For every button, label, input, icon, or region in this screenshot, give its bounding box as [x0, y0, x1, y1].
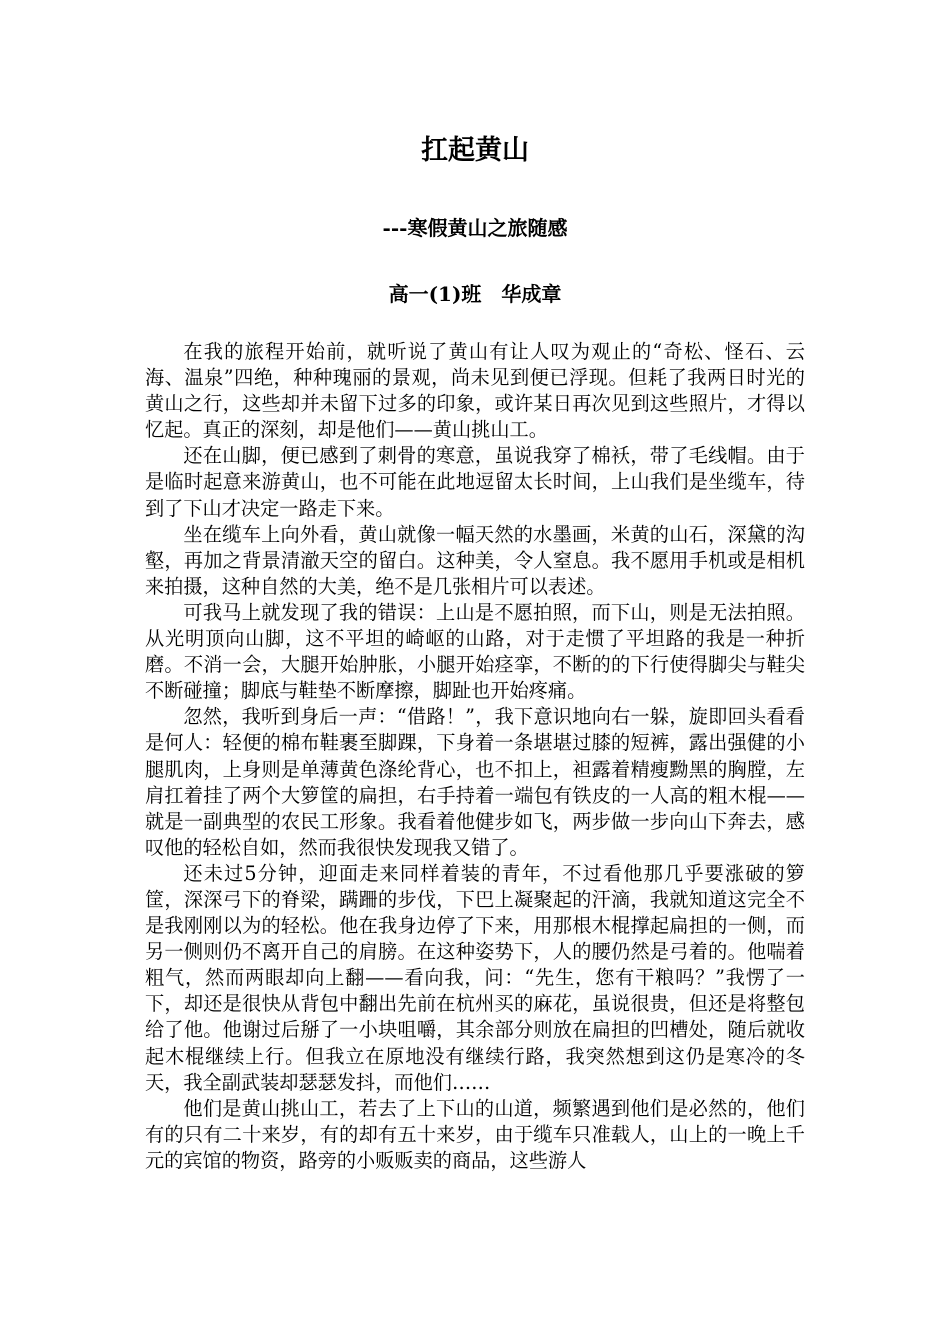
paragraph: 还在山脚，便已感到了刺骨的寒意，虽说我穿了棉袄，带了毛线帽。由于是临时起意来游黄山，也不可能在此地逗留太长时间，上山我们是坐缆车，待到了下山才决定一路走下来。 [145, 444, 805, 520]
paragraph: 忽然，我听到身后一声：“借路！”，我下意识地向右一躲，旋即回头看看是何人：轻便的棉布鞋裹至脚踝，下身着一条堪堪过膝的短裤，露出强健的小腿肌肉，上身则是单薄黄色涤纶背心，也不扣上，袒露着精瘦黝黑的胸膛，左肩扛着挂了两个大箩筐的扁担，右手持着一端包有铁皮的一人高的粗木棍——就是一副典型的农民工形象。我看着他健步如飞，两步做一步向山下奔去，感叹他的轻松自如，然而我很快发现我又错了。 [145, 705, 805, 859]
page-subtitle: ---寒假黄山之旅随感 [382, 216, 568, 240]
article-body [145, 339, 805, 1174]
page-title: 扛起黄山 [421, 135, 529, 166]
paragraph: 坐在缆车上向外看，黄山就像一幅天然的水墨画，米黄的山石，深黛的沟壑，再加之背景清澈天空的留白。这种美，令人窒息。我不愿用手机或是相机来拍摄，这种自然的大美，绝不是几张相片可以表述。 [145, 522, 805, 598]
author-byline: 高一(1)班 华成章 [388, 282, 562, 306]
paragraph: 在我的旅程开始前，就听说了黄山有让人叹为观止的“奇松、怪石、云海、温泉”四绝，种种瑰丽的景观，尚未见到便已浮现。但耗了我两日时光的黄山之行，这些却并未留下过多的印象，或许某日再次见到这些照片，才得以忆起。真正的深刻，却是他们——黄山挑山工。 [145, 340, 805, 442]
paragraph: 可我马上就发现了我的错误：上山是不愿拍照，而下山，则是无法拍照。从光明顶向山脚，这不平坦的崎岖的山路，对于走惯了平坦路的我是一种折磨。不消一会，大腿开始肿胀，小腿开始痉挛，不断的的下行使得脚尖与鞋尖不断碰撞；脚底与鞋垫不断摩擦，脚趾也开始疼痛。 [145, 600, 805, 703]
paragraph: 他们是黄山挑山工，若去了上下山的山道，频繁遇到他们是必然的，他们有的只有二十来岁，有的却有五十来岁，由于缆车只准载人，山上的一晚上千元的宾馆的物资，路旁的小贩贩卖的商品，这些游人 [145, 1096, 805, 1172]
paragraph: 还未过5分钟，迎面走来同样着装的青年，不过看他那几乎要涨破的箩筐，深深弓下的脊梁，蹒跚的步伐，下巴上凝聚起的汗滴，我就知道这完全不是我刚刚以为的轻松。他在我身边停了下来，用那根木棍撑起扁担的一侧，而另一侧则仍不离开自己的肩膀。在这种姿势下，人的腰仍然是弓着的。他喘着粗气，然而两眼却向上翻——看向我，问：“先生，您有干粮吗？”我愣了一下，却还是很快从背包中翻出先前在杭州买的麻花，虽说很贵，但还是将整包给了他。他谢过后掰了一小块咀嚼，其余部分则放在扁担的凹槽处，随后就收起木棍继续上行。但我立在原地没有继续行路，我突然想到这仍是寒冷的冬天，我全副武装却瑟瑟发抖，而他们…… [145, 861, 805, 1094]
